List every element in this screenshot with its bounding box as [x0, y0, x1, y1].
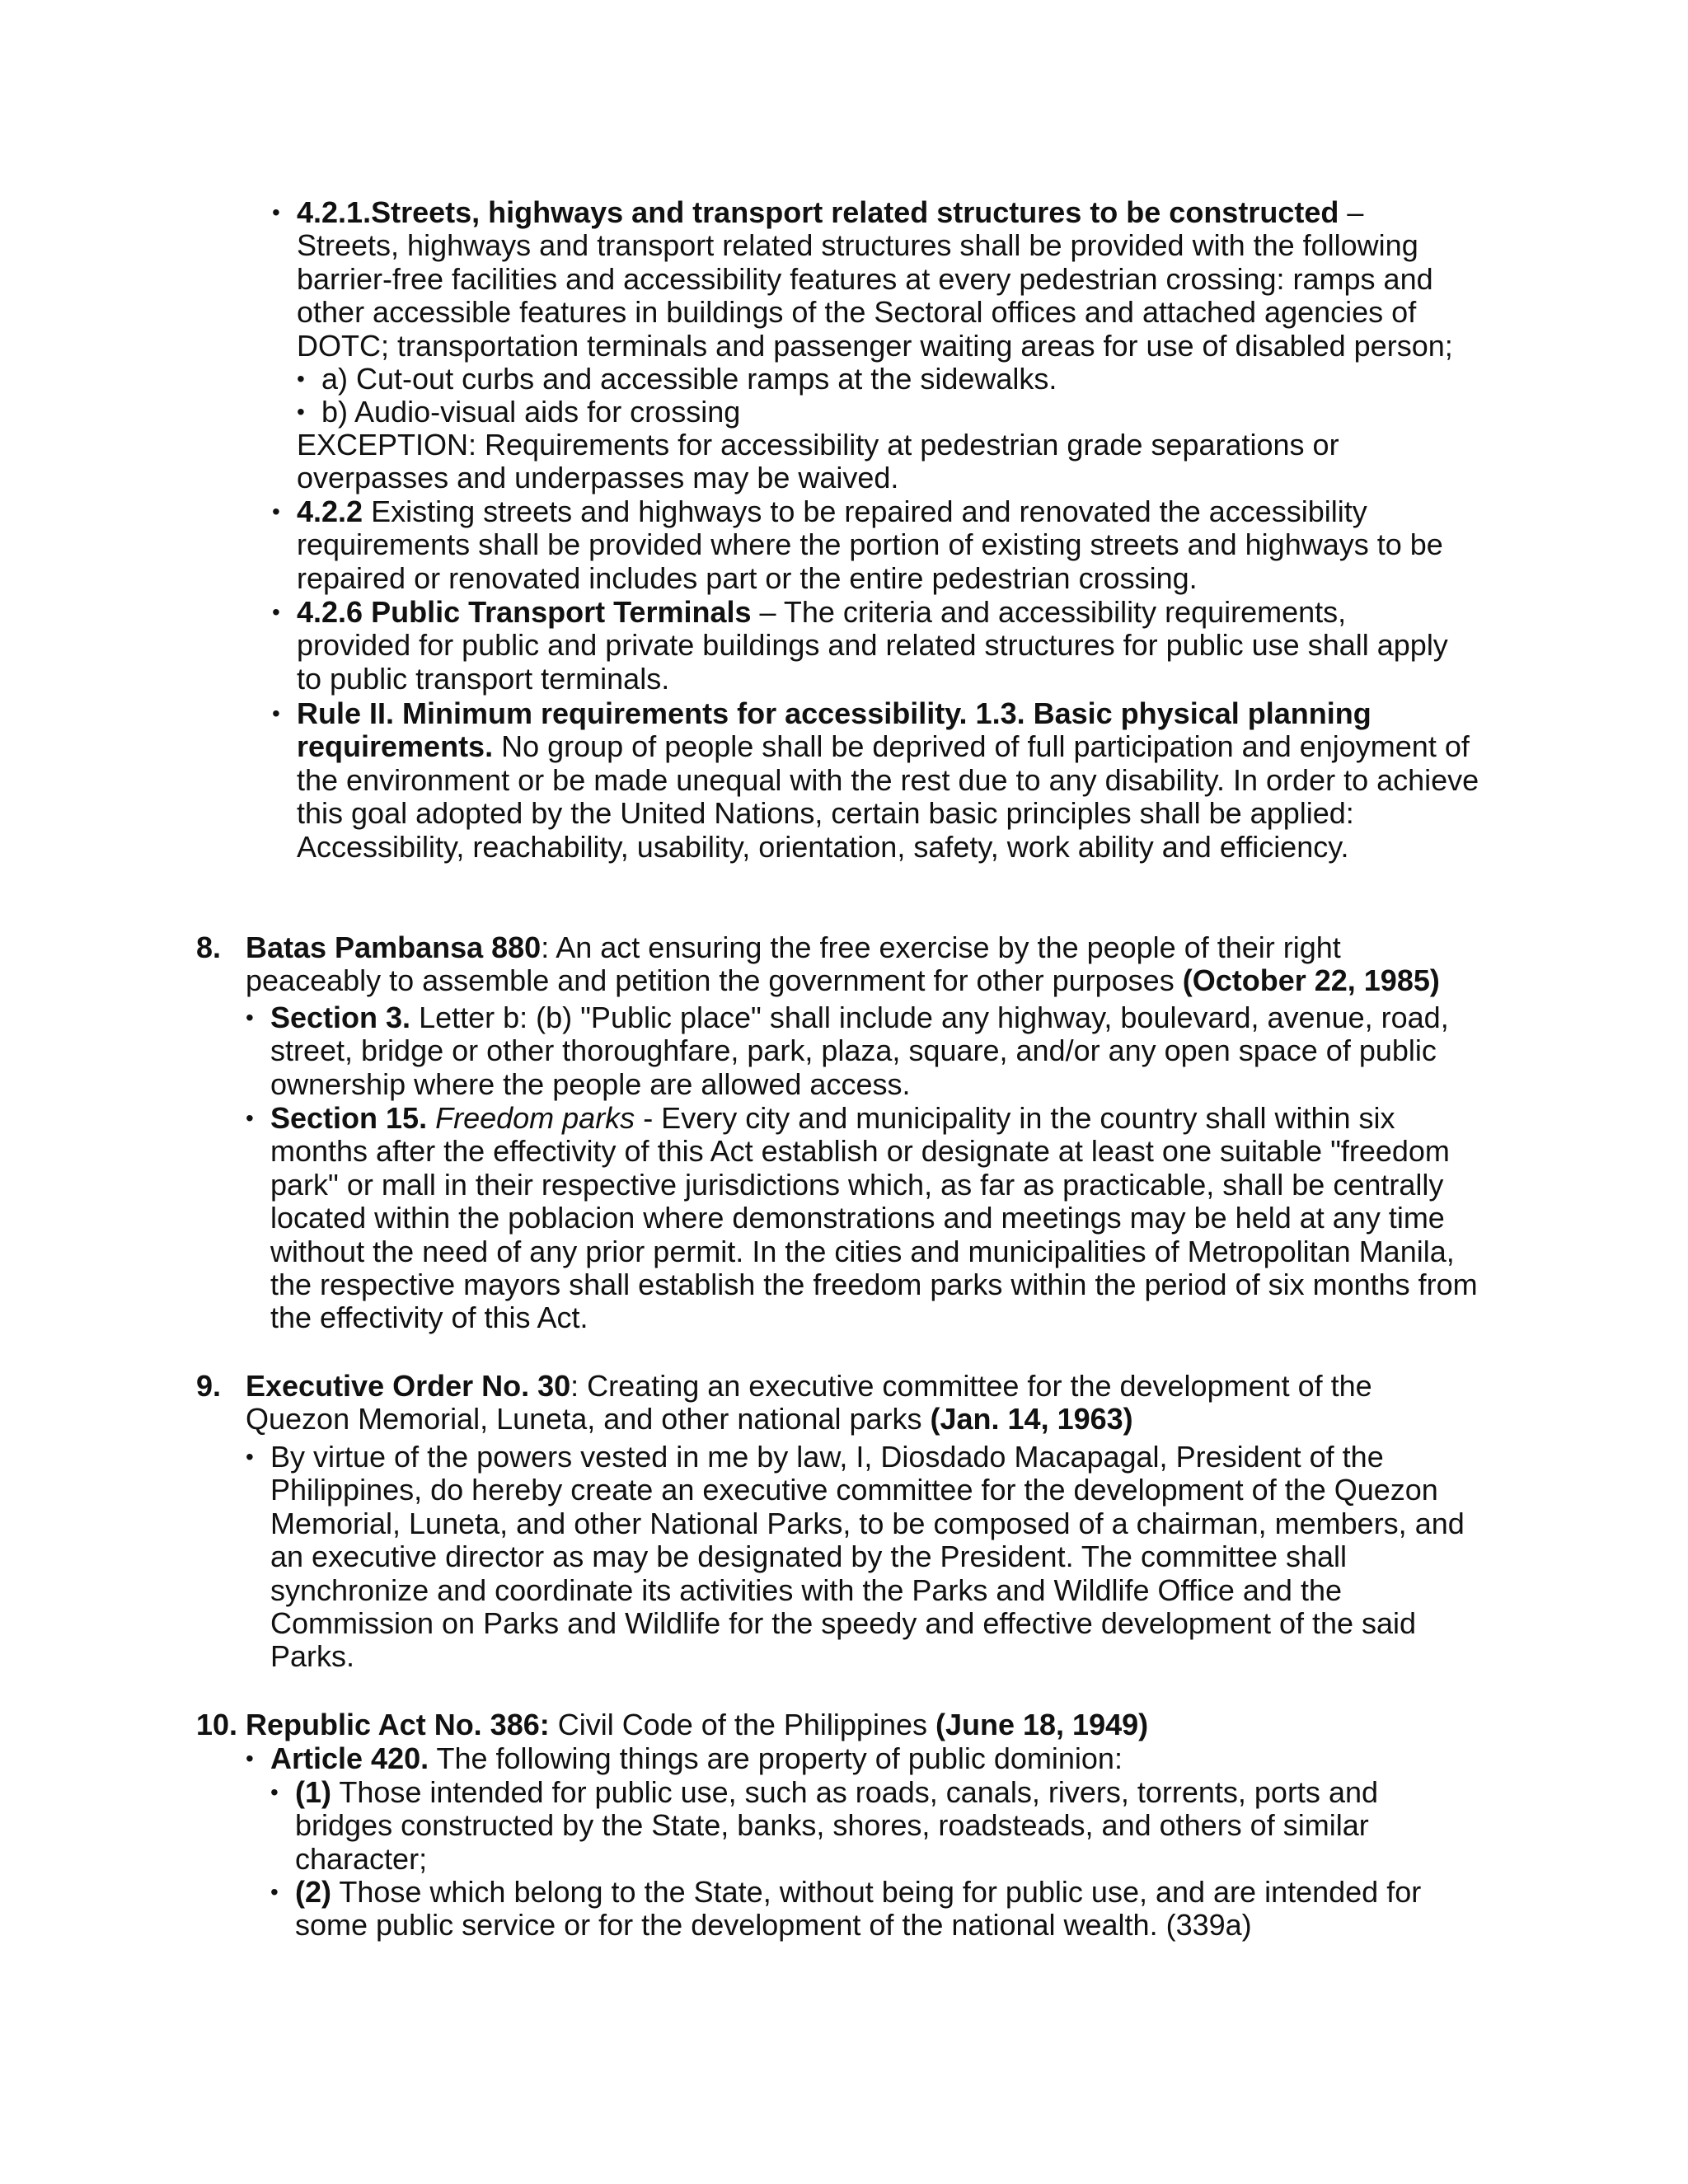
item-text: Civil Code of the Philippines	[549, 1708, 935, 1741]
sub-bullet-1	[270, 1775, 1482, 1876]
bullet-glyph: •	[246, 1746, 254, 1771]
item-body: Streets, highways and transport related structures shall be provided with the following barrier-free facilities and accessibility features at every pedestrian crossing: ramps and other accessible features in buildings of the Sectoral offices and attached agencies of DOTC; transportation terminals and passenger waiting areas for use of disabled person;	[297, 228, 1453, 363]
article-text: The following things are property of public dominion:	[429, 1741, 1123, 1775]
item-heading: Rule II. Minimum requirements for accessibility. 1.3. Basic physical planning requirements.	[297, 696, 1372, 764]
section-label: Section 15.	[270, 1101, 428, 1135]
bullet-glyph: •	[297, 399, 305, 424]
sub-bullet-2	[270, 1875, 1482, 1943]
item-body: – The criteria and accessibility requirements, provided for public and private buildings and related structures for public use shall apply to public transport terminals.	[297, 595, 1448, 696]
section-text: - Every city and municipality in the country shall within six months after the effectivity of this Act establish or designate at least one suitable "freedom park" or mall in their respective jurisdictions which, as far as practicable, shall be centrally located within the poblacion where demonstrations and meetings may be held at any time without the need of any prior permit. In the cities and municipalities of Metropolitan Manila, the respective mayors shall establish the freedom parks within the period of six months from the effectivity of this Act.	[270, 1101, 1478, 1335]
bullet-glyph: •	[246, 1444, 254, 1469]
item-text: : An act ensuring the free exercise by the people of their right peaceably to assemble and petition the government for other purposes	[246, 930, 1341, 998]
item-heading: 4.2.2	[297, 494, 363, 528]
bullet-section-15	[246, 1101, 1482, 1335]
bullet-glyph: •	[270, 1879, 279, 1905]
bullet-eo-30	[246, 1440, 1482, 1674]
section-label: Section 3.	[270, 1001, 411, 1034]
exception-note	[297, 429, 1385, 495]
numbered-item-8	[196, 930, 1482, 998]
sub-bullet-a	[297, 362, 1475, 396]
section-text: Letter b: (b) "Public place" shall include any highway, boulevard, avenue, road, street, bridge or other thoroughfare, park, plaza, square, and/or any open space of public ownership where the people are allowed access.	[270, 1001, 1449, 1101]
clause-text: Those intended for public use, such as roads, canals, rivers, torrents, ports and bridges constructed by the State, banks, shores, roadsteads, and others of similar character;	[295, 1775, 1379, 1876]
bullet-glyph: •	[272, 599, 280, 625]
item-date: (Jan. 14, 1963)	[930, 1402, 1133, 1436]
bullet-item-4-2-6	[272, 595, 1451, 696]
bullet-text: By virtue of the powers vested in me by law, I, Diosdado Macapagal, President of the Philippines, do hereby create an executive committee for the development of the Quezon Memorial, Luneta, and other National Parks, to be composed of a chairman, members, and an executive director as may be designated by the President. The committee shall synchronize and coordinate its activities with the Parks and Wildlife Office and the Commission on Parks and Wildlife for the speedy and effective development of the said Parks.	[270, 1440, 1465, 1674]
item-body: No group of people shall be deprived of full participation and enjoyment of the environment or be made unequal with the rest due to any disability. In order to achieve this goal adopted by the United Nations, certain basic principles shall be applied: Accessibility, reachability, usability, orientation, safety, work ability and efficiency.	[297, 729, 1479, 864]
item-title: Republic Act No. 386:	[246, 1708, 550, 1741]
sub-item-text: a) Cut-out curbs and accessible ramps at the sidewalks.	[321, 362, 1057, 396]
article-label: Article 420.	[270, 1741, 429, 1775]
bullet-glyph: •	[297, 366, 305, 391]
item-body: Existing streets and highways to be repaired and renovated the accessibility requirements shall be provided where the portion of existing streets and highways to be repaired or renovated includes part or the entire pedestrian crossing.	[297, 494, 1443, 595]
bullet-item-rule-ii	[272, 696, 1484, 864]
bullet-section-3	[246, 1001, 1482, 1101]
bullet-article-420	[246, 1741, 1482, 1775]
numbered-item-9	[196, 1369, 1449, 1436]
exception-text: EXCEPTION: Requirements for accessibility at pedestrian grade separations or overpasses and underpasses may be waived.	[297, 428, 1339, 495]
bullet-glyph: •	[246, 1105, 254, 1131]
item-heading: 4.2.6 Public Transport Terminals	[297, 595, 752, 629]
bullet-item-4-2-1	[272, 195, 1500, 363]
item-number: 8.	[196, 930, 222, 964]
clause-text: Those which belong to the State, without being for public use, and are intended for some public service or for the development of the national wealth. (339a)	[295, 1875, 1422, 1943]
item-number: 9.	[196, 1369, 222, 1403]
sub-item-text: b) Audio-visual aids for crossing	[321, 395, 741, 429]
bullet-glyph: •	[272, 499, 280, 524]
sub-bullet-b	[297, 395, 1475, 429]
item-number: 10.	[196, 1708, 238, 1741]
bullet-glyph: •	[272, 199, 280, 225]
bullet-item-4-2-2	[272, 494, 1484, 595]
clause-label: (2)	[295, 1875, 331, 1909]
item-title: Batas Pambansa 880	[246, 930, 542, 964]
bullet-glyph: •	[270, 1779, 279, 1805]
item-date: (June 18, 1949)	[935, 1708, 1149, 1741]
clause-label: (1)	[295, 1775, 331, 1809]
bullet-glyph: •	[246, 1005, 254, 1030]
section-italic: Freedom parks	[435, 1101, 635, 1135]
numbered-item-10	[196, 1708, 1449, 1741]
item-title: Executive Order No. 30	[246, 1369, 571, 1403]
item-heading: 4.2.1.Streets, highways and transport related structures to be constructed	[297, 195, 1339, 229]
item-date: (October 22, 1985)	[1182, 963, 1440, 998]
item-text: : Creating an executive committee for the development of the Quezon Memorial, Luneta, and other national parks	[246, 1369, 1372, 1436]
item-dash: –	[1339, 195, 1364, 229]
bullet-glyph: •	[272, 701, 280, 726]
